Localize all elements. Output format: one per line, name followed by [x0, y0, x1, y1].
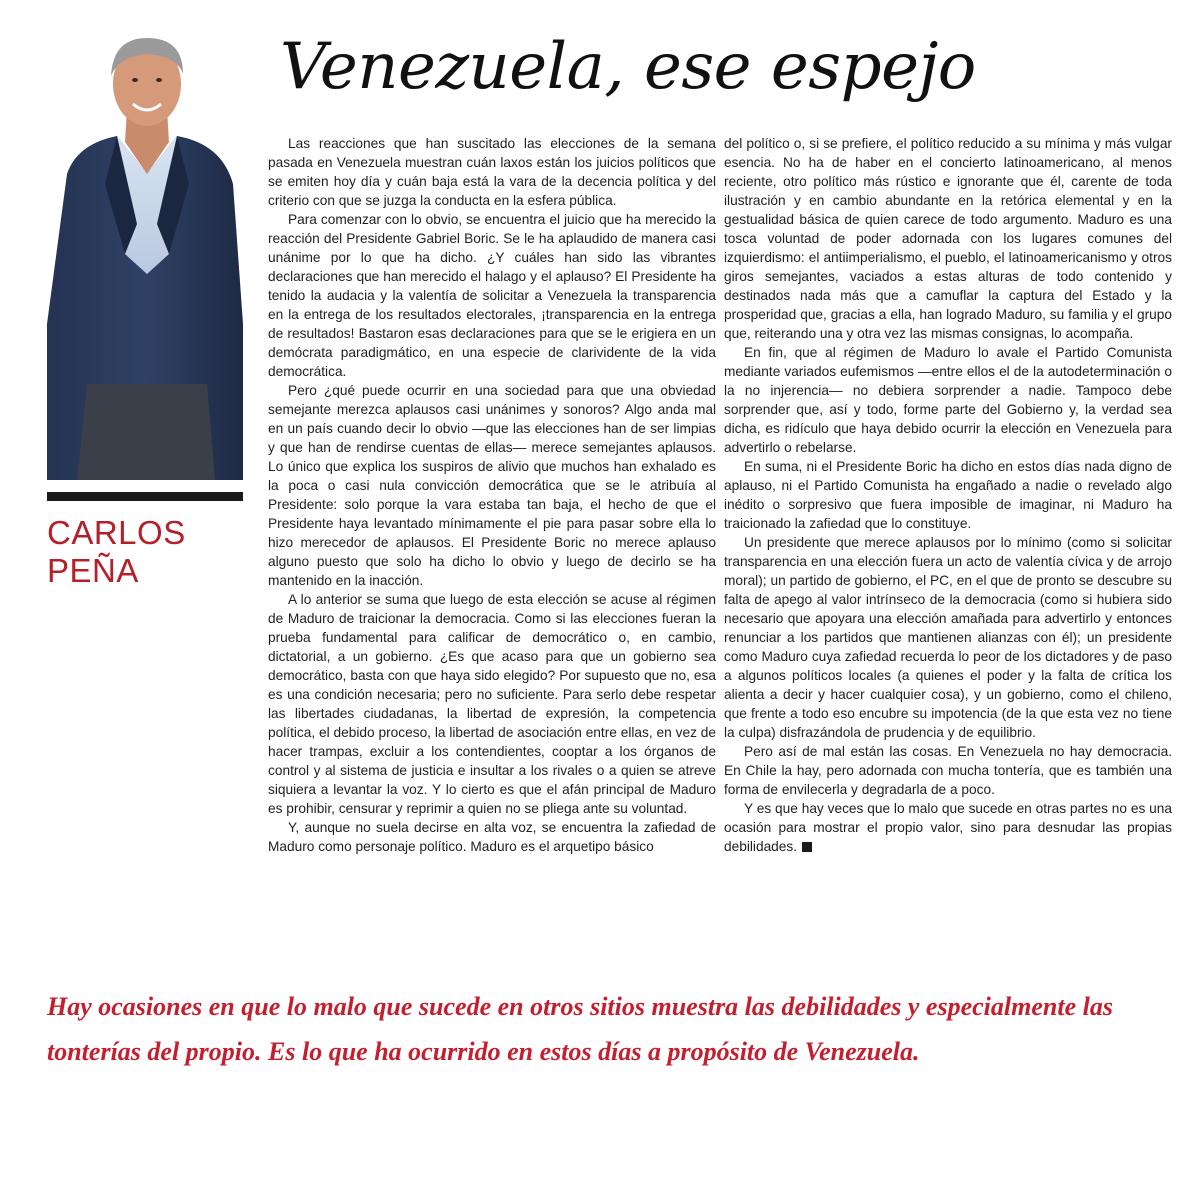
article-column-1 [268, 134, 716, 934]
paragraph: A lo anterior se suma que luego de esta elección se acuse al régimen de Maduro de traicionar la democracia. Como si las elecciones fueran la prueba fundamental para calificar de democrático o, en cambio, dictatorial, a un gobierno. ¿Es que acaso para que un gobierno sea democrático, basta con que haya sido elegido? Por supuesto que no, esa es una condición necesaria; pero no suficiente. Para serlo debe respetar las libertades ciudadanas, la libertad de expresión, la competencia política, el debido proceso, la libertad de asociación entre ellas, en vez de hacer trampas, excluir a los contendientes, cooptar a los órganos de control y al sistema de justicia e insultar a los rivales o a quien se atreve siquiera a levantar la voz. Y lo cierto es que el afán principal de Maduro es prohibir, censurar y reprimir a quien no se pliega ante su voluntad. [268, 592, 716, 816]
end-mark-icon [802, 842, 812, 852]
author-photo [47, 24, 243, 480]
paragraph: Un presidente que merece aplausos por lo mínimo (como si solicitar transparencia en una elección fuera un acto de valentía cívica y de arrojo moral); un partido de gobierno, el PC, en el que de pronto se descubre su falta de apego al valor intrínseco de la democracia (como si hubiera sido necesario que apoyara una elección amañada para advertirlo y entonces renunciar a los partidos que mantienen alianzas con él); un presidente como Maduro cuya zafiedad recuerda lo peor de los dictadores y de paso a algunos políticos locales (a quienes el poder y la falta de crítica los alienta a decir y hacer cualquier cosa), y un gobierno, como el chileno, que frente a todo eso encubre su impotencia (de la que esta vez no tiene la culpa) disfrazándola de prudencia y de equilibrio. [724, 535, 1172, 740]
paragraph: Pero así de mal están las cosas. En Venezuela no hay democracia. En Chile la hay, pero adornada con mucha tontería, que es también una forma de envilecerla y degradarla de a poco. [724, 744, 1172, 797]
paragraph: En fin, que al régimen de Maduro lo avale el Partido Comunista mediante variados eufemismos —entre ellos el de la autodeterminación o la no injerencia— no debiera sorprender a nadie. Tampoco debe sorprender que, así y todo, forme parte del Gobierno y, la verdad sea dicha, es ridículo que haya debido ocurrir la elección en Venezuela para advertirlo o rebelarse. [724, 345, 1172, 455]
paragraph-text: Y es que hay veces que lo malo que sucede en otras partes no es una ocasión para mostrar el propio valor, sino para desnudar las propias debilidades. [724, 801, 1172, 854]
paragraph: Y, aunque no suela decirse en alta voz, se encuentra la zafiedad de Maduro como personaje político. Maduro es el arquetipo básico [268, 820, 716, 854]
article-column-2 [724, 134, 1172, 934]
paragraph: Para comenzar con lo obvio, se encuentra el juicio que ha merecido la reacción del Presidente Gabriel Boric. Se le ha aplaudido de manera casi unánime por lo que ha dicho. ¿Y cuáles han sido las vibrantes declaraciones que han merecido el halago y el aplauso? El Presidente ha tenido la audacia y la valentía de solicitar a Venezuela la transparencia en la entrega de los resultados electorales, ¡transparencia en la entrega de resultados! Bastaron esas declaraciones para que se le erigiera en un demócrata paradigmático, en una especie de clarividente de la vida democrática. [268, 212, 716, 379]
lead-quote: Hay ocasiones en que lo malo que sucede en otros sitios muestra las debilidades y especialmente las tonterías del propio. Es lo que ha ocurrido en estos días a propósito de Venezuela. [47, 992, 1113, 1066]
paragraph: del político o, si se prefiere, el político reducido a su mínima y más vulgar esencia. No ha de haber en el concierto latinoamericano, al menos reciente, otro político más rústico e ignorante que él, carente de toda ilustración y en cambio abundante en la retórica elemental y en la gestualidad básica de quien carece de todo argumento. Maduro es una tosca voluntad de poder adornada con los lugares comunes del izquierdismo: el antiimperialismo, el pueblo, el latinoamericanismo y otros giros semejantes, vaciados a estas alturas de todo contenido y destinados nada más que a camuflar la captura del Estado y la prosperidad que, gracias a ella, han logrado Maduro, su familia y el grupo que, reiterando una y otra vez las mismas consignas, lo acompaña. [724, 136, 1172, 341]
photo-rule [47, 492, 243, 501]
paragraph: Las reacciones que han suscitado las elecciones de la semana pasada en Venezuela muestran cuán laxos están los juicios políticos que se emiten hoy día y cuán baja está la vara de la decencia política y del criterio con que se juzga la conducta en la esfera pública. [268, 136, 716, 208]
author-name [47, 514, 247, 590]
article-title: Venezuela, ese espejo [280, 30, 976, 104]
paragraph: Pero ¿qué puede ocurrir en una sociedad para que una obviedad semejante merezca aplausos casi unánimes y sonoros? Algo anda mal en un país cuando decir lo obvio —que las elecciones han de ser limpias y que han de rendirse cuentas de ellas— merece semejantes aplausos. Lo único que explica los suspiros de alivio que muchos han exhalado es la poca o casi nula convicción democrática que se le atribuía al Presidente: solo porque la vara estaba tan baja, el hecho de que el Presidente haya levantado mínimamente el pie para pasar sobre ella lo hizo merecedor de aplausos. El Presidente Boric no merece aplauso alguno puesto que solo ha dicho lo obvio y luego de decirlo se ha mantenido en la inacción. [268, 383, 716, 588]
author-first-name: CARLOS [47, 514, 186, 551]
paragraph: En suma, ni el Presidente Boric ha dicho en estos días nada digno de aplauso, ni el Partido Comunista ha engañado a nadie o revelado algo inédito o sorpresivo que fuera imposible de imaginar, ni Maduro ha traicionado la zafiedad que lo constituye. [724, 459, 1172, 531]
author-last-name: PEÑA [47, 552, 139, 589]
last-paragraph [724, 799, 1172, 856]
